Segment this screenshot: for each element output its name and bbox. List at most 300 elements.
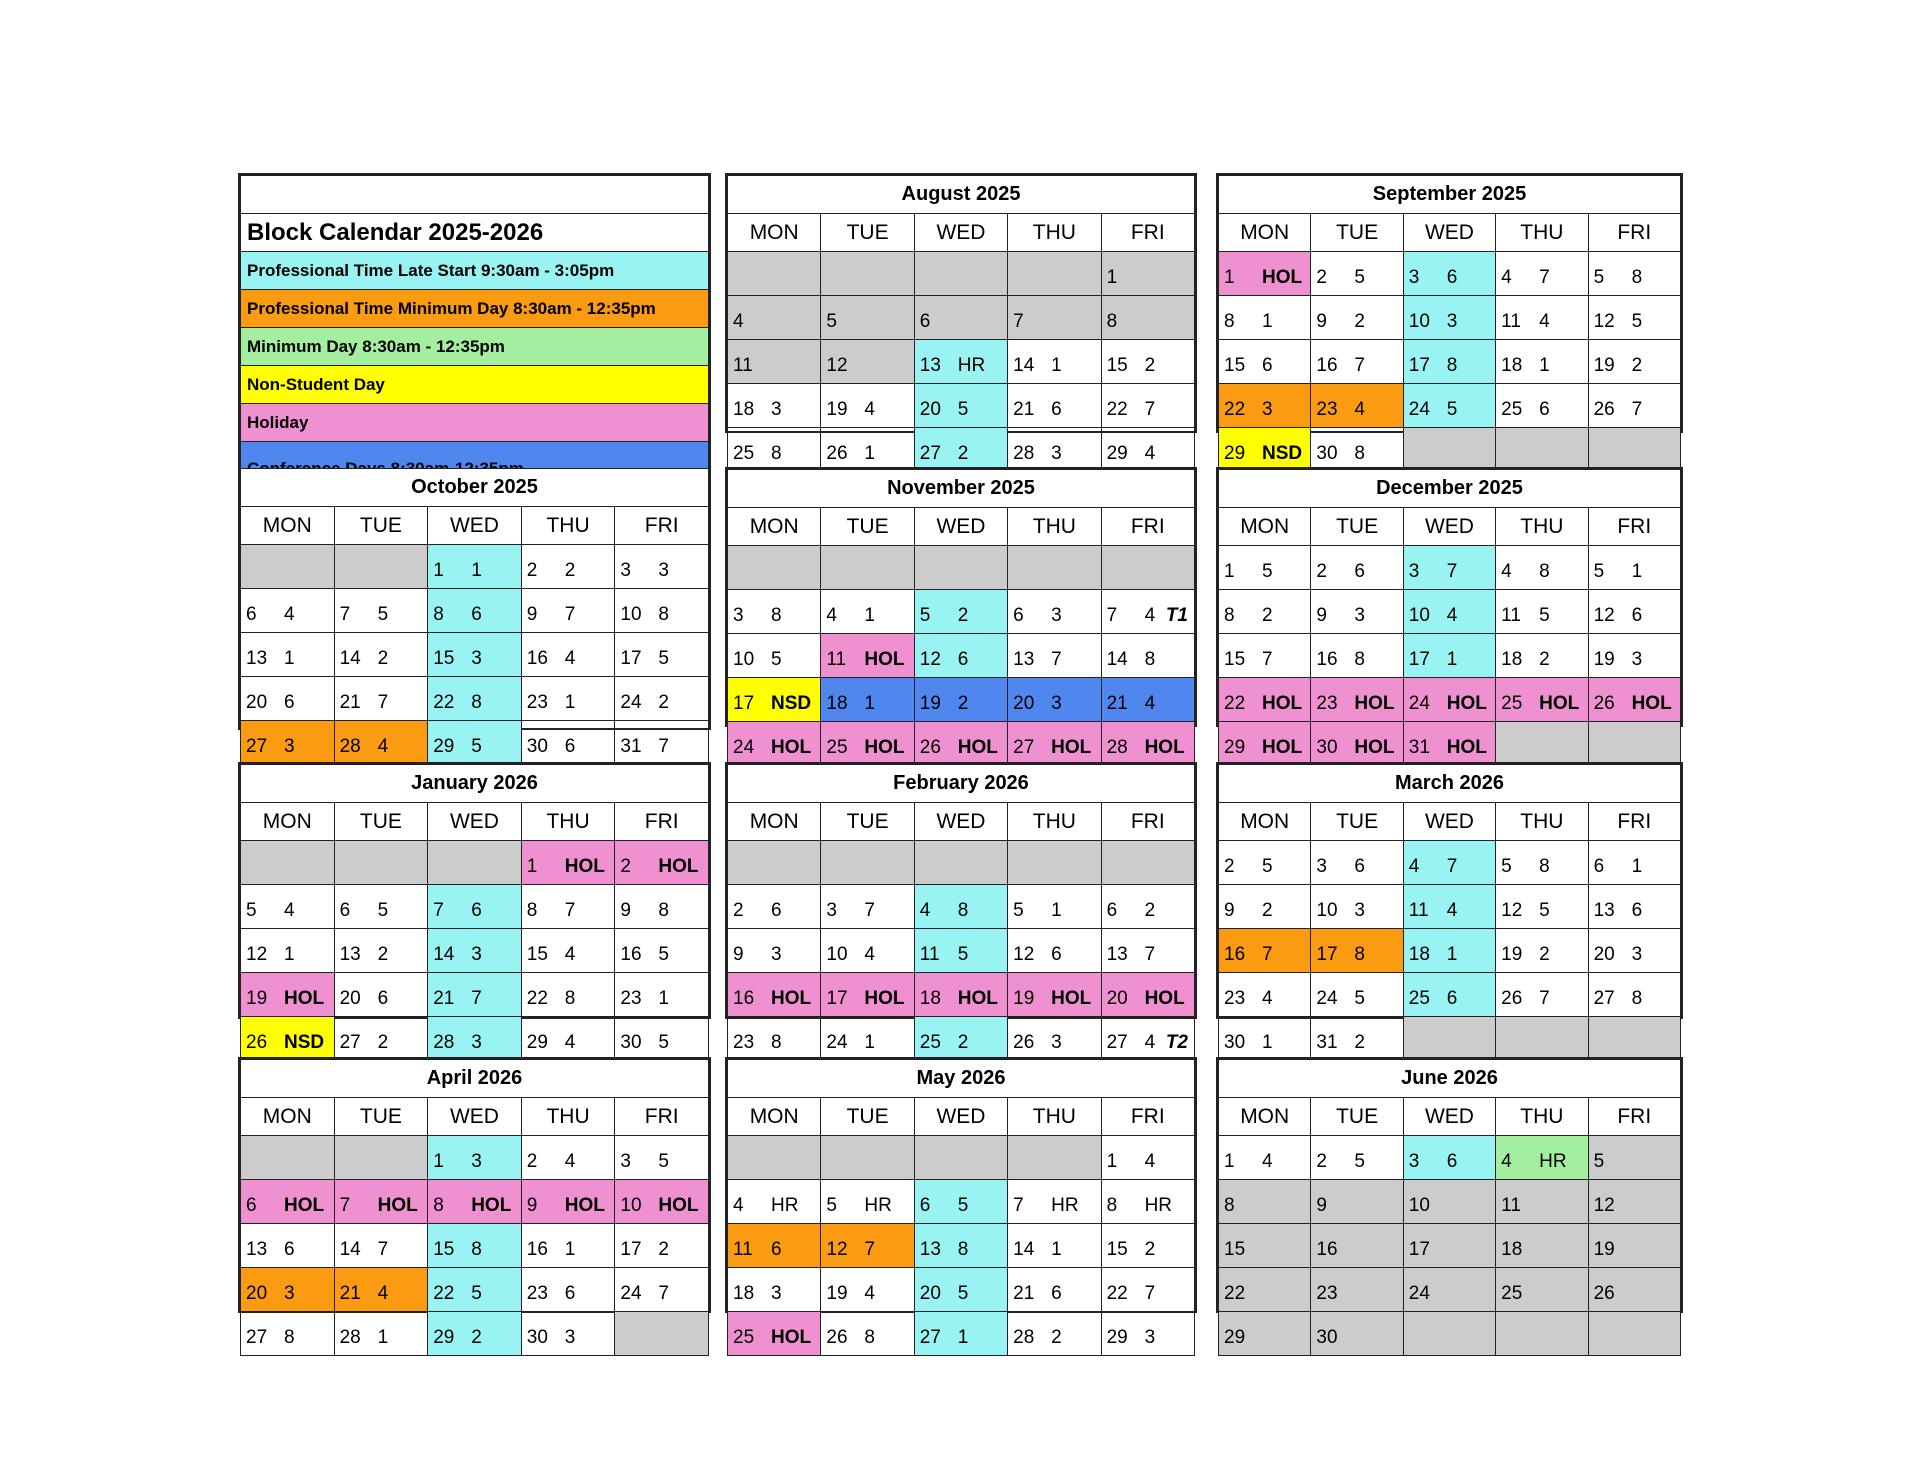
day-cell bbox=[521, 885, 615, 929]
day-number: 3 bbox=[1408, 1151, 1420, 1172]
block-number: 8 bbox=[1539, 561, 1550, 582]
day-cell bbox=[914, 885, 1007, 929]
day-number: 22 bbox=[526, 988, 548, 1009]
weekday-header-mon: MON bbox=[728, 508, 821, 546]
day-cell bbox=[521, 721, 615, 765]
day-cell bbox=[428, 1017, 522, 1061]
week-row bbox=[1219, 973, 1681, 1017]
day-number: 10 bbox=[826, 944, 848, 965]
day-cell bbox=[728, 340, 821, 384]
block-number: 7 bbox=[1539, 988, 1550, 1009]
block-number: 8 bbox=[564, 988, 576, 1009]
holiday-label: HOL bbox=[284, 988, 325, 1009]
day-cell bbox=[1008, 885, 1101, 929]
day-cell bbox=[1496, 634, 1588, 678]
block-number: 5 bbox=[1354, 1151, 1365, 1172]
day-number: 30 bbox=[526, 1327, 548, 1348]
day-cell bbox=[334, 589, 428, 633]
day-cell bbox=[1008, 678, 1101, 722]
day-number: 20 bbox=[1593, 944, 1615, 965]
day-cell bbox=[428, 721, 522, 765]
day-cell bbox=[1496, 296, 1588, 340]
holiday-label: HOL bbox=[1354, 737, 1395, 758]
nsd-label: NSD bbox=[1262, 443, 1303, 464]
week-row bbox=[1219, 722, 1681, 766]
day-number: 7 bbox=[1106, 605, 1118, 626]
weekday-header-tue: TUE bbox=[821, 803, 914, 841]
day-cell bbox=[428, 1268, 522, 1312]
legend-item-holiday: Holiday bbox=[241, 404, 709, 442]
block-number: 5 bbox=[658, 1151, 669, 1172]
day-number: 17 bbox=[1408, 1239, 1430, 1260]
day-number: 14 bbox=[339, 648, 361, 669]
weekday-header-tue: TUE bbox=[821, 508, 914, 546]
block-number: 2 bbox=[377, 648, 389, 669]
day-cell bbox=[241, 1224, 335, 1268]
day-cell bbox=[428, 1312, 522, 1356]
day-cell bbox=[821, 1268, 914, 1312]
month-title: March 2026 bbox=[1219, 765, 1681, 803]
day-number: 13 bbox=[246, 1239, 268, 1260]
day-cell bbox=[1588, 841, 1680, 885]
month-january-2026 bbox=[238, 762, 711, 1053]
empty-day-cell bbox=[821, 546, 914, 590]
day-number: 13 bbox=[246, 648, 268, 669]
empty-day-cell bbox=[728, 546, 821, 590]
day-cell bbox=[1311, 296, 1403, 340]
day-number: 12 bbox=[1593, 1195, 1615, 1216]
day-number: 19 bbox=[1013, 988, 1035, 1009]
block-number: 8 bbox=[658, 900, 669, 921]
block-number: 3 bbox=[771, 944, 782, 965]
block-number: 8 bbox=[471, 1239, 482, 1260]
day-cell bbox=[1311, 634, 1403, 678]
block-number: 1 bbox=[1262, 311, 1273, 332]
week-row bbox=[1219, 1136, 1681, 1180]
day-cell bbox=[1008, 296, 1101, 340]
day-number: 25 bbox=[733, 443, 755, 464]
day-number: 24 bbox=[620, 692, 642, 713]
weekday-header-mon: MON bbox=[728, 214, 821, 252]
day-number: 26 bbox=[1593, 399, 1615, 420]
day-number: 17 bbox=[826, 988, 848, 1009]
week-row bbox=[728, 428, 1195, 472]
day-cell bbox=[615, 1136, 709, 1180]
block-number: 7 bbox=[1262, 649, 1273, 670]
day-number: 11 bbox=[826, 649, 847, 670]
day-number: 25 bbox=[919, 1032, 941, 1053]
holiday-label: HOL bbox=[864, 988, 905, 1009]
day-cell bbox=[821, 384, 914, 428]
day-cell bbox=[428, 1224, 522, 1268]
block-number: 3 bbox=[471, 944, 482, 965]
day-number: 10 bbox=[620, 1195, 642, 1216]
week-row bbox=[241, 841, 709, 885]
block-number: 6 bbox=[1051, 399, 1062, 420]
week-row bbox=[1219, 296, 1681, 340]
block-number: 1 bbox=[471, 560, 482, 581]
block-number: 6 bbox=[1446, 267, 1458, 288]
weekday-header-thu: THU bbox=[1496, 214, 1588, 252]
holiday-label: HOL bbox=[771, 1327, 812, 1348]
day-number: 7 bbox=[433, 900, 444, 921]
empty-day-cell bbox=[428, 841, 522, 885]
week-row bbox=[1219, 634, 1681, 678]
day-number: 4 bbox=[733, 1195, 744, 1216]
day-cell bbox=[241, 1180, 335, 1224]
day-number: 25 bbox=[1501, 1283, 1523, 1304]
block-number: 7 bbox=[1631, 399, 1643, 420]
block-number: 7 bbox=[864, 1239, 875, 1260]
day-number: 11 bbox=[733, 355, 753, 376]
day-cell bbox=[615, 929, 709, 973]
month-table bbox=[240, 468, 709, 765]
day-cell bbox=[1496, 1268, 1588, 1312]
day-cell bbox=[1101, 1136, 1194, 1180]
day-number: 4 bbox=[1501, 561, 1512, 582]
day-cell bbox=[334, 973, 428, 1017]
empty-day-cell bbox=[334, 545, 428, 589]
day-cell bbox=[1008, 1180, 1101, 1224]
day-number: 18 bbox=[733, 1283, 755, 1304]
day-cell bbox=[1311, 546, 1403, 590]
block-number: 8 bbox=[771, 605, 782, 626]
month-table bbox=[1218, 764, 1681, 1061]
block-number: 5 bbox=[1631, 311, 1643, 332]
day-cell bbox=[334, 721, 428, 765]
day-cell bbox=[428, 589, 522, 633]
day-number: 26 bbox=[246, 1032, 268, 1053]
day-number: 24 bbox=[620, 1283, 642, 1304]
block-number: 2 bbox=[1144, 900, 1156, 921]
day-number: 23 bbox=[526, 1283, 548, 1304]
day-number: 21 bbox=[339, 692, 361, 713]
week-row bbox=[728, 1136, 1195, 1180]
day-number: 22 bbox=[433, 1283, 455, 1304]
day-cell bbox=[521, 973, 615, 1017]
day-number: 6 bbox=[1106, 900, 1118, 921]
day-cell bbox=[615, 633, 709, 677]
day-cell bbox=[1101, 590, 1194, 634]
empty-day-cell bbox=[1101, 841, 1194, 885]
day-cell bbox=[1008, 634, 1101, 678]
week-row bbox=[1219, 340, 1681, 384]
block-number: 3 bbox=[1262, 399, 1273, 420]
hr-label: HR bbox=[957, 355, 986, 376]
block-number: 6 bbox=[1631, 900, 1643, 921]
weekday-header-tue: TUE bbox=[334, 803, 428, 841]
block-number: 2 bbox=[564, 560, 576, 581]
day-cell bbox=[821, 1017, 914, 1061]
block-number: 6 bbox=[1354, 561, 1365, 582]
block-number: 7 bbox=[471, 988, 482, 1009]
week-row bbox=[728, 1224, 1195, 1268]
week-row bbox=[1219, 546, 1681, 590]
day-number: 15 bbox=[1224, 1239, 1246, 1260]
holiday-label: HOL bbox=[1354, 693, 1395, 714]
day-cell bbox=[914, 340, 1007, 384]
day-cell bbox=[821, 722, 914, 766]
empty-day-cell bbox=[1008, 252, 1101, 296]
day-number: 24 bbox=[733, 737, 755, 758]
week-row bbox=[1219, 1224, 1681, 1268]
day-cell bbox=[615, 841, 709, 885]
day-cell bbox=[1496, 252, 1588, 296]
day-cell bbox=[914, 1268, 1007, 1312]
day-number: 8 bbox=[1224, 1195, 1235, 1216]
day-number: 9 bbox=[620, 900, 631, 921]
day-cell bbox=[821, 973, 914, 1017]
day-cell bbox=[1008, 428, 1101, 472]
day-cell bbox=[521, 841, 615, 885]
block-number: 1 bbox=[864, 693, 875, 714]
week-row bbox=[241, 1180, 709, 1224]
empty-day-cell bbox=[1008, 841, 1101, 885]
block-number: 4 bbox=[1144, 1151, 1156, 1172]
block-number: 8 bbox=[1354, 944, 1365, 965]
day-cell bbox=[1403, 340, 1495, 384]
weekday-header-thu: THU bbox=[521, 803, 615, 841]
day-cell bbox=[1219, 929, 1311, 973]
day-cell bbox=[1219, 296, 1311, 340]
day-cell bbox=[241, 1017, 335, 1061]
day-number: 25 bbox=[1501, 399, 1523, 420]
day-cell bbox=[615, 545, 709, 589]
day-number: 29 bbox=[433, 1327, 455, 1348]
day-number: 8 bbox=[433, 1195, 444, 1216]
day-number: 10 bbox=[1408, 605, 1430, 626]
block-number: 4 bbox=[564, 1032, 576, 1053]
day-number: 27 bbox=[919, 1327, 941, 1348]
block-number: 6 bbox=[284, 692, 295, 713]
day-cell bbox=[615, 1017, 709, 1061]
month-title: February 2026 bbox=[728, 765, 1195, 803]
block-number: 4 bbox=[1446, 605, 1458, 626]
day-number: 16 bbox=[526, 1239, 548, 1260]
day-cell bbox=[1588, 929, 1680, 973]
block-number: 6 bbox=[1631, 605, 1643, 626]
weekday-header-thu: THU bbox=[521, 1098, 615, 1136]
block-number: 6 bbox=[771, 900, 782, 921]
day-cell bbox=[1496, 973, 1588, 1017]
block-number: 1 bbox=[1051, 900, 1062, 921]
block-number: 1 bbox=[377, 1327, 389, 1348]
weekday-header-mon: MON bbox=[241, 507, 335, 545]
day-number: 6 bbox=[919, 311, 931, 332]
day-cell bbox=[914, 973, 1007, 1017]
day-number: 10 bbox=[1408, 311, 1430, 332]
day-number: 20 bbox=[339, 988, 361, 1009]
day-cell bbox=[728, 1224, 821, 1268]
month-june-2026 bbox=[1216, 1057, 1683, 1348]
trimester-marker: T2 bbox=[1165, 1032, 1188, 1053]
day-cell bbox=[1219, 634, 1311, 678]
day-number: 16 bbox=[1316, 649, 1338, 670]
day-number: 26 bbox=[1013, 1032, 1035, 1053]
day-cell bbox=[821, 428, 914, 472]
day-number: 22 bbox=[1224, 399, 1246, 420]
empty-day-cell bbox=[1008, 1136, 1101, 1180]
day-cell bbox=[821, 1224, 914, 1268]
day-cell bbox=[1311, 1136, 1403, 1180]
day-cell bbox=[521, 1312, 615, 1356]
empty-day-cell bbox=[1403, 1312, 1495, 1356]
week-row bbox=[728, 590, 1195, 634]
day-number: 8 bbox=[1224, 311, 1235, 332]
day-number: 3 bbox=[620, 560, 631, 581]
block-number: 8 bbox=[1144, 649, 1156, 670]
day-number: 22 bbox=[433, 692, 455, 713]
day-cell bbox=[521, 1017, 615, 1061]
day-cell bbox=[1588, 384, 1680, 428]
day-number: 26 bbox=[1593, 1283, 1615, 1304]
day-cell bbox=[615, 589, 709, 633]
day-number: 30 bbox=[1316, 737, 1338, 758]
week-row bbox=[1219, 428, 1681, 472]
day-cell bbox=[241, 973, 335, 1017]
day-cell bbox=[521, 677, 615, 721]
block-number: 6 bbox=[1262, 355, 1273, 376]
weekday-header-wed: WED bbox=[914, 803, 1007, 841]
block-number: 8 bbox=[1446, 355, 1458, 376]
day-number: 2 bbox=[620, 856, 631, 877]
day-cell bbox=[1311, 722, 1403, 766]
day-cell bbox=[1403, 678, 1495, 722]
weekday-header-wed: WED bbox=[914, 508, 1007, 546]
day-cell bbox=[428, 973, 522, 1017]
day-number: 29 bbox=[526, 1032, 548, 1053]
day-cell bbox=[914, 428, 1007, 472]
day-number: 22 bbox=[1224, 693, 1246, 714]
block-number: 4 bbox=[1262, 988, 1273, 1009]
day-cell bbox=[241, 721, 335, 765]
day-number: 14 bbox=[339, 1239, 361, 1260]
block-number: 2 bbox=[658, 692, 669, 713]
week-row bbox=[1219, 841, 1681, 885]
day-number: 27 bbox=[1106, 1032, 1128, 1053]
day-number: 15 bbox=[433, 1239, 455, 1260]
day-number: 1 bbox=[1224, 1151, 1235, 1172]
day-number: 5 bbox=[919, 605, 931, 626]
day-number: 18 bbox=[1408, 944, 1430, 965]
day-cell bbox=[821, 634, 914, 678]
day-number: 17 bbox=[1316, 944, 1338, 965]
week-row bbox=[241, 721, 709, 765]
legend-panel bbox=[238, 173, 711, 470]
day-number: 9 bbox=[1316, 311, 1327, 332]
block-number: 2 bbox=[1354, 311, 1365, 332]
block-number: 5 bbox=[471, 736, 482, 757]
block-number: 4 bbox=[377, 736, 389, 757]
day-number: 12 bbox=[1013, 944, 1035, 965]
day-number: 15 bbox=[1106, 355, 1128, 376]
day-number: 9 bbox=[1224, 900, 1235, 921]
day-number: 5 bbox=[1593, 561, 1605, 582]
block-number: 2 bbox=[1144, 355, 1156, 376]
block-number: 7 bbox=[377, 692, 389, 713]
day-number: 28 bbox=[1106, 737, 1128, 758]
day-cell bbox=[615, 1224, 709, 1268]
block-number: 3 bbox=[1354, 605, 1365, 626]
block-number: 8 bbox=[1354, 649, 1365, 670]
block-number: 1 bbox=[1539, 355, 1550, 376]
weekday-header-tue: TUE bbox=[1311, 508, 1403, 546]
holiday-label: HOL bbox=[564, 1195, 605, 1216]
empty-day-cell bbox=[241, 841, 335, 885]
week-row bbox=[1219, 1017, 1681, 1061]
day-cell bbox=[521, 589, 615, 633]
month-december-2025 bbox=[1216, 467, 1683, 758]
day-number: 6 bbox=[1013, 605, 1024, 626]
day-number: 29 bbox=[1224, 443, 1246, 464]
day-number: 15 bbox=[1106, 1239, 1128, 1260]
day-cell bbox=[728, 929, 821, 973]
weekday-header-fri: FRI bbox=[1101, 214, 1194, 252]
day-number: 20 bbox=[246, 1283, 268, 1304]
day-cell bbox=[914, 929, 1007, 973]
day-cell bbox=[1588, 296, 1680, 340]
block-number: 6 bbox=[1354, 856, 1365, 877]
day-cell bbox=[1311, 1312, 1403, 1356]
day-cell bbox=[1311, 1268, 1403, 1312]
day-number: 11 bbox=[733, 1239, 753, 1260]
day-number: 3 bbox=[1408, 561, 1420, 582]
day-number: 1 bbox=[1224, 267, 1235, 288]
weekday-header-tue: TUE bbox=[821, 214, 914, 252]
block-number: 6 bbox=[1539, 399, 1550, 420]
day-cell bbox=[1101, 296, 1194, 340]
day-cell bbox=[1496, 1180, 1588, 1224]
block-number: 1 bbox=[864, 443, 875, 464]
week-row bbox=[728, 973, 1195, 1017]
block-number: 4 bbox=[1446, 900, 1458, 921]
day-cell bbox=[1403, 1224, 1495, 1268]
weekday-header-wed: WED bbox=[1403, 1098, 1495, 1136]
block-number: 3 bbox=[284, 736, 295, 757]
weekday-header-fri: FRI bbox=[1588, 1098, 1680, 1136]
week-row bbox=[241, 1224, 709, 1268]
weekday-header-fri: FRI bbox=[1588, 214, 1680, 252]
day-number: 15 bbox=[1224, 355, 1246, 376]
block-number: 2 bbox=[957, 1032, 969, 1053]
day-number: 22 bbox=[1224, 1283, 1246, 1304]
block-number: 2 bbox=[1051, 1327, 1062, 1348]
day-cell bbox=[615, 677, 709, 721]
day-cell bbox=[1311, 678, 1403, 722]
trimester-marker: T1 bbox=[1165, 605, 1188, 626]
block-number: 3 bbox=[1051, 605, 1062, 626]
day-cell bbox=[615, 973, 709, 1017]
month-title: December 2025 bbox=[1219, 470, 1681, 508]
empty-day-cell bbox=[728, 841, 821, 885]
day-number: 20 bbox=[1106, 988, 1128, 1009]
day-cell bbox=[1008, 973, 1101, 1017]
legend-table bbox=[240, 175, 709, 484]
day-number: 7 bbox=[339, 1195, 351, 1216]
month-august-2025 bbox=[725, 173, 1197, 464]
holiday-label: HOL bbox=[1631, 693, 1672, 714]
week-row bbox=[728, 885, 1195, 929]
day-cell bbox=[1311, 340, 1403, 384]
holiday-label: HOL bbox=[658, 856, 699, 877]
week-row bbox=[241, 1268, 709, 1312]
day-cell bbox=[1311, 384, 1403, 428]
month-table bbox=[1218, 1059, 1681, 1356]
day-number: 13 bbox=[1593, 900, 1615, 921]
day-number: 23 bbox=[620, 988, 642, 1009]
day-number: 14 bbox=[1013, 355, 1035, 376]
day-cell bbox=[1311, 428, 1403, 472]
